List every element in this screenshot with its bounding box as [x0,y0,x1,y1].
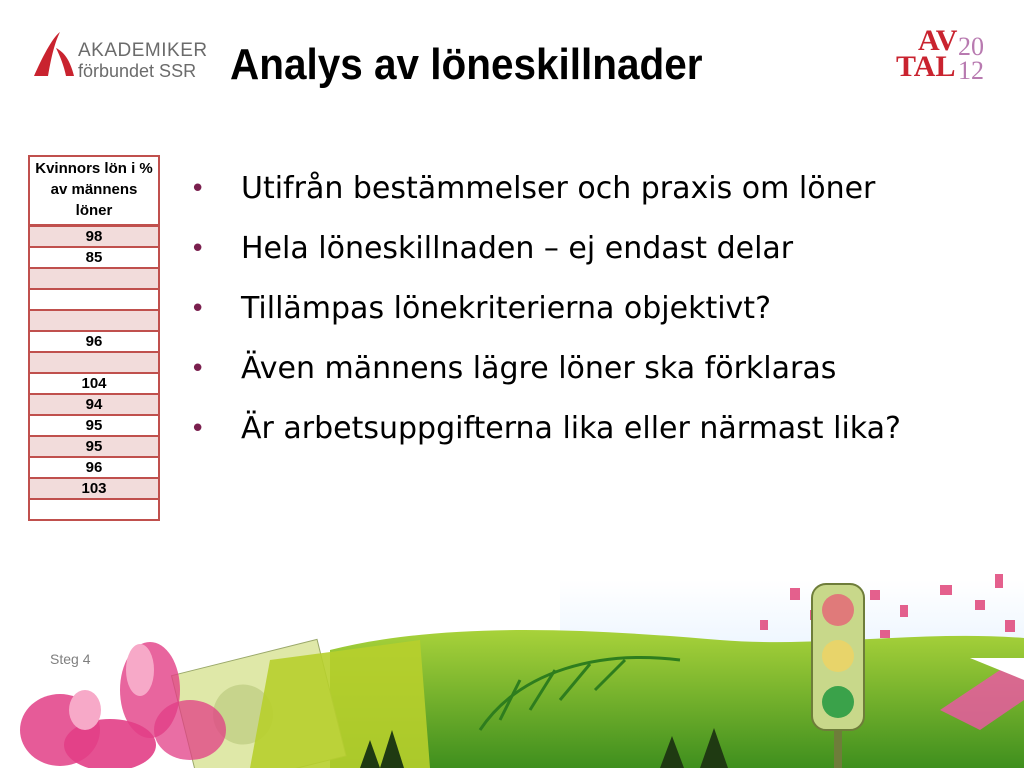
table-cell [29,499,159,520]
bullet-item [190,223,990,275]
bullet-text: Utifrån bestämmelser och praxis om löner [241,171,876,206]
bullet-icon: • [190,354,206,384]
page-title: Analys av löneskillnader [230,40,703,89]
salary-comparison-table [28,155,160,521]
bullet-text: Även männens lägre löner ska förklaras [241,351,837,386]
table-row [29,268,159,289]
bullet-text: Är arbetsuppgifterna lika eller närmast lika? [241,411,901,446]
table-cell: 96 [29,457,159,478]
bullet-item [190,163,990,215]
table-header: Kvinnors lön i % av männens löner [29,156,159,226]
decorative-collage [0,560,1024,768]
table-cell: 95 [29,415,159,436]
bullet-icon: • [190,234,206,264]
table-cell [29,310,159,331]
bullet-icon: • [190,174,206,204]
bullet-item [190,283,990,335]
bullet-list [190,163,990,463]
table-row [29,415,159,436]
table-row [29,436,159,457]
table-row [29,373,159,394]
avtal-logo-word2: TAL [896,50,956,83]
avtal-logo-year2: 12 [958,56,984,85]
table-row [29,352,159,373]
table-row [29,394,159,415]
logo-text-line1: AKADEMIKER [78,40,208,61]
table-row [29,247,159,268]
table-cell: 103 [29,478,159,499]
bullet-item [190,343,990,395]
akademiker-logo-mark-icon [30,28,76,80]
avtal-logo-word1: AV [918,24,958,57]
table-row [29,499,159,520]
akademiker-logo [30,28,208,81]
bullet-text: Hela löneskillnaden – ej endast delar [241,231,794,266]
table-cell: 85 [29,247,159,268]
table-cell [29,289,159,310]
table-cell: 94 [29,394,159,415]
table-row [29,331,159,352]
bullet-text: Tillämpas lönekriterierna objektivt? [241,291,771,326]
table-row [29,457,159,478]
table-cell [29,268,159,289]
step-label: Steg 4 [50,651,91,667]
table-cell: 96 [29,331,159,352]
avtal-logo [896,26,996,86]
logo-text-line2: förbundet SSR [78,61,197,81]
table-cell: 104 [29,373,159,394]
table-cell [29,352,159,373]
table-row [29,289,159,310]
bullet-icon: • [190,294,206,324]
table-cell: 95 [29,436,159,457]
bullet-icon: • [190,414,206,444]
table-row [29,310,159,331]
table-row [29,226,159,248]
bullet-item [190,403,990,455]
avtal-logo-year1: 20 [958,32,984,61]
table-cell: 98 [29,226,159,248]
table-row [29,478,159,499]
